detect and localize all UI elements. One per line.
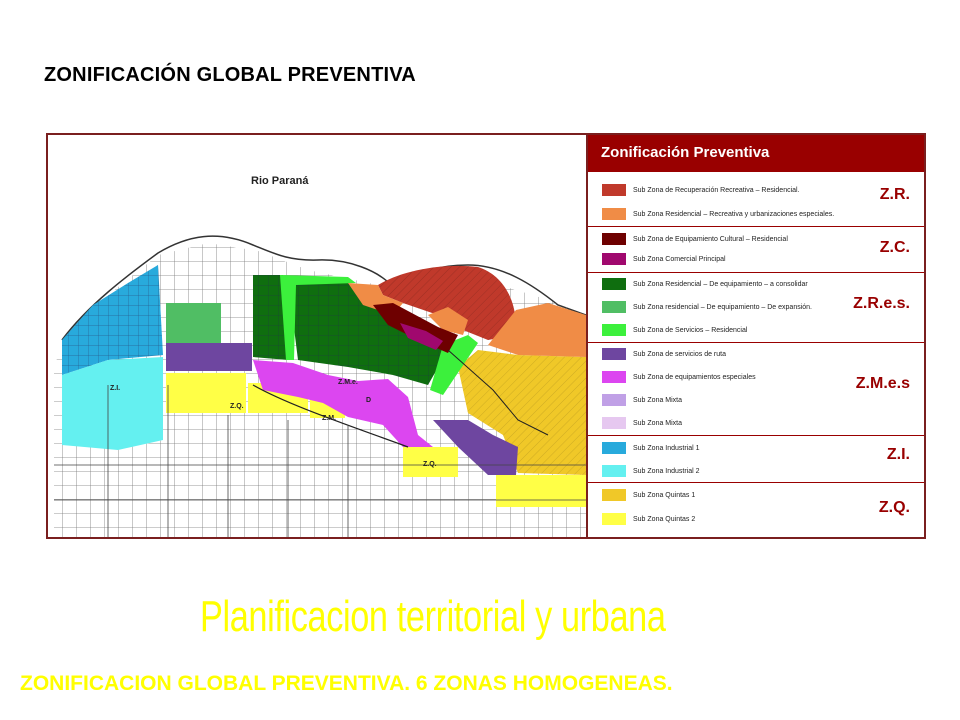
legend-item-label: Sub Zona residencial – De equipamiento – De expansión.: [633, 303, 813, 311]
river-label: Rio Paraná: [251, 175, 309, 187]
legend-item-label: Sub Zona Industrial 2: [633, 467, 700, 475]
zoning-figure: [46, 133, 926, 539]
legend-item-label: Sub Zona Comercial Principal: [633, 255, 726, 263]
map-zone-label: Z.I.: [110, 385, 121, 392]
map-drawing: [48, 135, 586, 537]
legend-swatch: [602, 184, 626, 196]
legend-item: [602, 465, 700, 477]
legend-item: [602, 394, 682, 406]
legend-item: [602, 208, 834, 220]
legend-code: Z.Q.: [878, 499, 910, 516]
legend-item-label: Sub Zona de servicios de ruta: [633, 350, 726, 358]
footer-caption: ZONIFICACION GLOBAL PREVENTIVA. 6 ZONAS HOMOGENEAS.: [20, 672, 673, 695]
legend-item: [602, 301, 812, 313]
legend-group-zq: [588, 482, 924, 535]
map-zone-label: Z.Q.: [230, 403, 244, 410]
legend-swatch: [602, 324, 626, 336]
legend-item: [602, 371, 756, 383]
zone-route-services: [166, 343, 252, 371]
page-title: ZONIFICACIÓN GLOBAL PREVENTIVA: [44, 64, 416, 86]
legend-item-label: Sub Zona Quintas 2: [633, 515, 696, 523]
legend-swatch: [602, 489, 626, 501]
legend-swatch: [602, 278, 626, 290]
legend-item: [602, 513, 695, 525]
zone-residential-expansion: [166, 303, 221, 343]
legend-item: [602, 278, 808, 290]
legend-group-zc: [588, 226, 924, 272]
legend-item-label: Sub Zona de Recuperación Recreativa – Residencial.: [633, 186, 800, 194]
legend-item-label: Sub Zona de equipamientos especiales: [633, 373, 756, 381]
legend-item-label: Sub Zona de Servicios – Residencial: [633, 326, 748, 334]
map-zone-label: Z.M.e.: [338, 379, 358, 386]
legend-group-zr: [588, 171, 924, 226]
zone-industrial-2: [62, 357, 163, 450]
legend-swatch: [602, 348, 626, 360]
legend-swatch: [602, 442, 626, 454]
legend-group-zres: [588, 272, 924, 342]
legend-item-label: Sub Zona de Equipamiento Cultural – Residencial: [633, 235, 788, 243]
legend-item: [602, 233, 788, 245]
legend-item-label: Sub Zona Mixta: [633, 419, 683, 427]
legend-item: [602, 489, 695, 501]
legend-item-label: Sub Zona Quintas 1: [633, 491, 696, 499]
legend-item: [602, 417, 682, 429]
legend-code: Z.M.e.s: [855, 375, 910, 392]
subtitle: Planificacion territorial y urbana: [200, 592, 666, 641]
legend-swatch: [602, 208, 626, 220]
legend-code: Z.R.: [879, 186, 910, 203]
legend-swatch: [602, 513, 626, 525]
legend-swatch: [602, 394, 626, 406]
legend-item: [602, 348, 726, 360]
legend-swatch: [602, 465, 626, 477]
legend-swatch: [602, 371, 626, 383]
legend-item-label: Sub Zona Residencial – De equipamiento – a consolidar: [633, 280, 808, 288]
legend-title: Zonificación Preventiva: [588, 135, 924, 171]
legend-group-zmes: [588, 342, 924, 435]
zoning-map: [48, 135, 586, 537]
legend-swatch: [602, 253, 626, 265]
legend: [586, 135, 924, 537]
legend-item: [602, 184, 800, 196]
legend-code: Z.C.: [879, 239, 910, 256]
legend-swatch: [602, 301, 626, 313]
legend-code: Z.R.e.s.: [853, 295, 910, 312]
map-zone-label: Z.M.: [322, 415, 336, 422]
legend-item: [602, 324, 747, 336]
legend-item: [602, 253, 726, 265]
legend-swatch: [602, 417, 626, 429]
legend-item-label: Sub Zona Residencial – Recreativa y urbanizaciones especiales.: [633, 210, 835, 218]
legend-item-label: Sub Zona Industrial 1: [633, 444, 700, 452]
legend-code: Z.I.: [886, 446, 910, 463]
zone-quintas-2-e: [496, 475, 586, 507]
legend-item-label: Sub Zona Mixta: [633, 396, 683, 404]
map-zone-label: Z.Q.: [423, 461, 437, 468]
legend-swatch: [602, 233, 626, 245]
legend-item: [602, 442, 700, 454]
legend-group-zi: [588, 435, 924, 482]
map-zone-label: D: [366, 397, 372, 404]
